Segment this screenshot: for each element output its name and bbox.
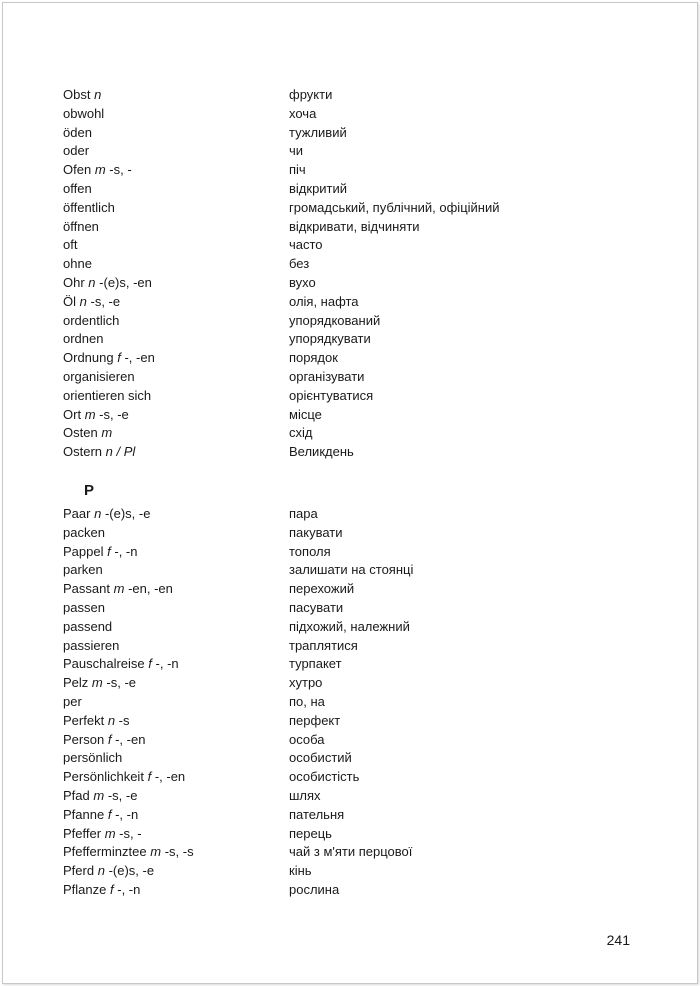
ukrainian-translation: тужливий [289,124,347,140]
glossary-entry [63,731,583,750]
german-term [63,524,289,543]
ukrainian-translation: хоча [289,105,317,121]
ukrainian-translation: вухо [289,274,316,290]
german-term [63,349,289,368]
headword: Persönlichkeit [63,769,144,785]
glossary-entry [63,768,583,787]
glossary-entry [63,505,583,524]
german-term [63,637,289,656]
german-term [63,255,289,274]
german-term [63,618,289,637]
inflection: -en, -en [128,581,173,597]
inflection: -s, - [119,825,142,841]
ukrainian-translation: чи [289,143,304,159]
ukrainian-translation: особа [289,731,325,747]
grammar-marker: f [107,806,112,822]
glossary-entry [63,236,583,255]
glossary-entry [63,825,583,844]
inflection: -, -n [115,806,139,822]
headword: ordentlich [63,312,120,328]
inflection: -s, -s [164,844,194,860]
grammar-marker: m [101,425,113,441]
headword: Pauschalreise [63,656,145,672]
headword: orientieren sich [63,387,152,403]
headword: Paar [63,506,91,521]
grammar-marker: f [117,350,121,366]
ukrainian-translation: перець [289,825,332,841]
glossary-entry [63,618,583,637]
grammar-marker: n [94,87,102,102]
grammar-marker: m [150,844,162,860]
ukrainian-translation: пательня [289,806,345,822]
ukrainian-translation: траплятися [289,637,358,653]
headword: Pfeffer [63,825,102,841]
german-term [63,749,289,768]
headword: passen [63,599,105,615]
headword: offen [63,180,92,196]
ukrainian-translation: громадський, публічний, офіційний [289,199,500,215]
ukrainian-translation: кінь [289,863,312,879]
grammar-marker: n [97,863,105,879]
grammar-marker: f [148,656,152,672]
german-term [63,580,289,599]
ukrainian-translation: упорядкований [289,312,381,328]
german-term [63,161,289,180]
headword: Osten [63,425,98,441]
german-term [63,142,289,161]
inflection: -, -n [155,656,179,672]
ukrainian-translation: перехожий [289,581,355,597]
headword: ordnen [63,331,104,347]
grammar-marker: f [107,543,111,559]
headword: öden [63,124,92,140]
grammar-marker: m [104,825,116,841]
headword: parken [63,562,103,578]
ukrainian-translation: орієнтуватися [289,387,374,403]
headword: Ostern [63,444,103,460]
glossary-entry [63,862,583,881]
german-term [63,505,289,524]
ukrainian-translation: без [289,256,310,272]
inflection: -(e)s, -e [104,506,151,521]
german-term [63,787,289,806]
ukrainian-translation: шлях [289,787,321,803]
german-term [63,443,289,462]
german-term [63,599,289,618]
grammar-marker: m [91,675,103,691]
headword: oft [63,237,78,253]
german-term [63,406,289,425]
headword: per [63,693,82,709]
inflection: -(e)s, -en [99,274,152,290]
german-term [63,843,289,862]
german-term [63,674,289,693]
glossary-entry [63,180,583,199]
german-term [63,693,289,712]
glossary-entry [63,86,583,105]
headword: Pappel [63,543,104,559]
headword: Pferd [63,863,95,879]
glossary-entry [63,387,583,406]
ukrainian-translation: чай з м'яти перцової [289,844,413,860]
glossary-entry [63,424,583,443]
inflection: -s, -e [90,293,121,309]
grammar-marker: f [147,769,152,785]
ukrainian-translation: пасувати [289,599,344,615]
glossary-entry [63,142,583,161]
grammar-marker: n [88,274,96,290]
inflection: -(e)s, -e [108,863,155,879]
german-term [63,655,289,674]
ukrainian-translation: залишати на стоянці [289,562,414,578]
ukrainian-translation: відкривати, відчиняти [289,218,420,234]
glossary-entry [63,255,583,274]
headword: Ohr [63,274,85,290]
glossary-entry [63,368,583,387]
glossary-entry [63,843,583,862]
inflection: -s, -e [99,406,129,422]
german-term [63,124,289,143]
headword: Passant [63,581,110,597]
ukrainian-translation: підхожий, належний [289,618,410,634]
german-term [63,293,289,312]
headword: passend [63,618,113,634]
ukrainian-translation: турпакет [289,656,342,672]
headword: Ordnung [63,350,114,366]
ukrainian-translation: місце [289,406,322,422]
headword: ohne [63,256,92,272]
glossary-section-o [63,86,583,462]
inflection: -s, -e [107,787,138,803]
inflection: -, -en [124,350,155,366]
headword: Person [63,731,105,747]
headword: Pelz [63,675,89,691]
glossary-entry [63,312,583,331]
headword: Obst [63,87,91,102]
grammar-marker: n [94,506,102,521]
glossary-entry [63,655,583,674]
ukrainian-translation: часто [289,237,323,253]
german-term [63,218,289,237]
ukrainian-translation: особистий [289,750,352,766]
glossary-entry [63,199,583,218]
inflection: -, -en [115,731,146,747]
inflection: -s, -e [106,675,137,691]
inflection: -, -n [117,881,141,897]
ukrainian-translation: пакувати [289,524,343,540]
headword: Pfad [63,787,90,803]
glossary-entry [63,105,583,124]
glossary-entry [63,218,583,237]
glossary-entry [63,349,583,368]
german-term [63,712,289,731]
german-term [63,180,289,199]
glossary-entry [63,674,583,693]
glossary-entry [63,443,583,462]
german-term [63,881,289,900]
glossary-entry [63,543,583,562]
ukrainian-translation: рослина [289,881,340,897]
grammar-marker: m [84,406,96,422]
german-term [63,561,289,580]
headword: Pfanne [63,806,105,822]
german-term [63,199,289,218]
glossary-entry [63,561,583,580]
headword: organisieren [63,368,135,384]
headword: Pfefferminztee [63,844,147,860]
grammar-marker: f [110,881,114,897]
glossary-entry [63,274,583,293]
headword: Öl [63,293,76,309]
glossary-entry [63,693,583,712]
german-term [63,236,289,255]
german-term [63,731,289,750]
german-term [63,543,289,562]
ukrainian-translation: особистість [289,769,360,785]
inflection: -s [118,712,130,728]
ukrainian-translation: по, на [289,693,325,709]
ukrainian-translation: олія, нафта [289,293,359,309]
headword: Pflanze [63,881,107,897]
german-term [63,368,289,387]
german-term [63,387,289,406]
german-term [63,105,289,124]
inflection: -s, - [109,162,132,178]
grammar-marker: f [107,731,112,747]
glossary-entry [63,580,583,599]
page-number: 241 [606,932,630,948]
glossary-entry [63,293,583,312]
ukrainian-translation: перфект [289,712,341,728]
inflection: -, -n [114,543,138,559]
grammar-marker: m [113,581,125,597]
glossary-entry [63,330,583,349]
glossary-entry [63,712,583,731]
glossary-entry [63,124,583,143]
grammar-marker: m [93,787,105,803]
glossary-entry [63,749,583,768]
glossary-entry [63,881,583,900]
german-term [63,806,289,825]
german-term [63,825,289,844]
ukrainian-translation: хутро [289,675,323,691]
headword: öffentlich [63,199,115,215]
glossary-entry [63,806,583,825]
german-term [63,274,289,293]
grammar-marker: m [94,162,106,178]
grammar-marker: n [107,712,116,728]
headword: passieren [63,637,120,653]
ukrainian-translation: упорядкувати [289,331,371,347]
headword: öffnen [63,218,99,234]
ukrainian-translation: організувати [289,368,365,384]
glossary-entry [63,406,583,425]
german-term [63,330,289,349]
glossary-entry [63,637,583,656]
german-term [63,312,289,331]
ukrainian-translation: схід [289,425,313,441]
glossary-entry [63,161,583,180]
section-letter-p: P [84,482,95,499]
ukrainian-translation: відкритий [289,180,348,196]
headword: Perfekt [63,712,105,728]
grammar-marker: n [79,293,87,309]
headword: Ort [63,406,82,422]
headword: packen [63,524,105,540]
german-term [63,424,289,443]
headword: oder [63,143,90,159]
glossary-entry [63,599,583,618]
ukrainian-translation: пара [289,506,318,521]
ukrainian-translation: порядок [289,350,338,366]
glossary-entry [63,787,583,806]
german-term [63,768,289,787]
glossary-entry [63,524,583,543]
ukrainian-translation: фрукти [289,87,333,102]
glossary-section-p [63,505,583,900]
headword: obwohl [63,105,105,121]
inflection: -, -en [154,769,186,785]
ukrainian-translation: тополя [289,543,331,559]
headword: persönlich [63,750,123,766]
ukrainian-translation: піч [289,162,306,178]
ukrainian-translation: Великдень [289,444,354,460]
german-term [63,86,289,105]
headword: Ofen [63,162,92,178]
grammar-marker: n / Pl [105,444,136,460]
german-term [63,862,289,881]
